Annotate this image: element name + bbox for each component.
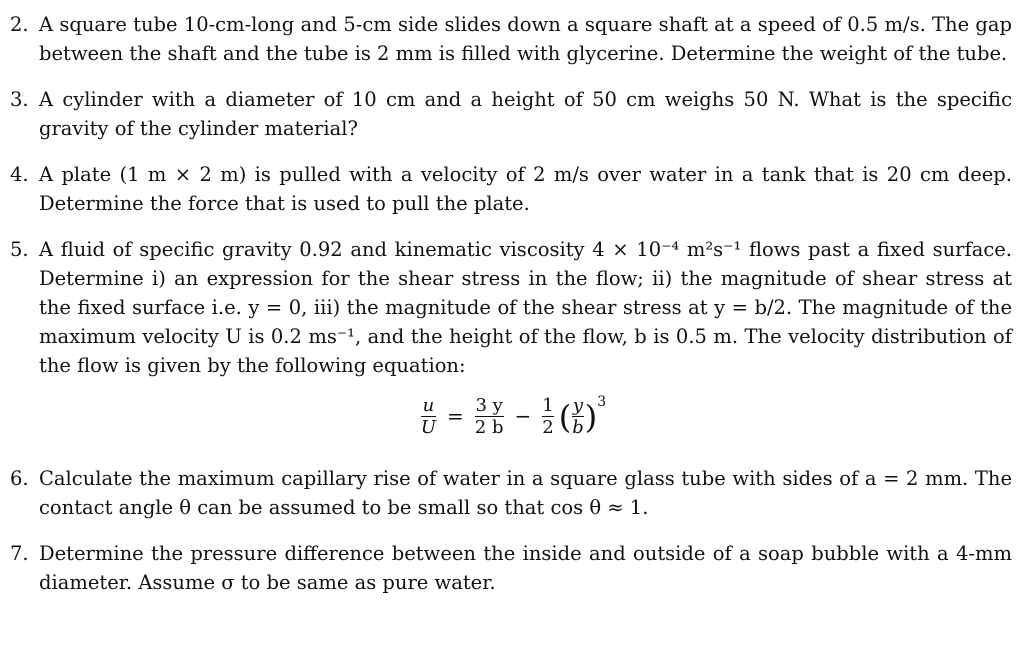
term1-fraction xyxy=(475,395,504,438)
paren-close: ) xyxy=(584,398,598,436)
equals-sign: = xyxy=(447,404,464,428)
term1-numerator: 3 y xyxy=(475,394,503,416)
term2-fraction xyxy=(542,395,553,438)
term2-denominator: 2 xyxy=(542,416,554,438)
problem-number: 5. xyxy=(10,238,29,261)
term2-numerator: 1 xyxy=(542,394,554,416)
problem-number: 4. xyxy=(10,163,29,186)
problem-6 xyxy=(10,464,1012,522)
problem-number: 2. xyxy=(10,13,29,36)
problem-7 xyxy=(10,539,1012,597)
velocity-distribution-equation xyxy=(10,386,1012,446)
lhs-fraction xyxy=(421,395,436,438)
problem-text: Calculate the maximum capillary rise of water in a square glass tube with sides of a = 2 mm. The contact angle θ can be assumed to be small so that cos θ ≈ 1. xyxy=(39,467,1012,519)
problem-4 xyxy=(10,160,1012,218)
problem-number: 7. xyxy=(10,542,29,565)
minus-sign: − xyxy=(514,404,532,428)
problem-text: Determine the pressure difference between the inside and outside of a soap bubble with a 4-mm diameter. Assume σ to be same as pure water. xyxy=(39,542,1012,594)
problem-number: 6. xyxy=(10,467,29,490)
lhs-denominator: U xyxy=(420,416,437,438)
lhs-numerator: u xyxy=(422,394,435,416)
problem-text: A square tube 10-cm-long and 5-cm side slides down a square shaft at a speed of 0.5 m/s. The gap between the shaft and the tube is 2 mm is filled with glycerine. Determine the weight of the tube. xyxy=(39,13,1012,65)
paren-open: ( xyxy=(558,398,572,436)
inner-denominator: b xyxy=(572,416,584,438)
problem-2 xyxy=(10,10,1012,68)
problem-3 xyxy=(10,85,1012,143)
problem-text: A plate (1 m × 2 m) is pulled with a velocity of 2 m/s over water in a tank that is 20 cm deep. Determine the force that is used to pull the plate. xyxy=(39,163,1012,215)
inner-fraction xyxy=(572,395,584,438)
exponent: 3 xyxy=(597,394,607,410)
problem-text: A fluid of specific gravity 0.92 and kinematic viscosity 4 × 10⁻⁴ m²s⁻¹ flows past a fixed surface. Determine i) an expression for the shear stress in the flow; ii) the magnitude of shear stress at the fixed surface i.e. y = 0, iii) the magnitude of the shear stress at y = b/2. The magnitude of the maximum velocity U is 0.2 ms⁻¹, and the height of the flow, b is 0.5 m. The velocity distribution of the flow is given by the following equation: xyxy=(39,238,1012,377)
inner-numerator: y xyxy=(572,394,584,416)
term1-denominator: 2 b xyxy=(474,416,504,438)
problem-text: A cylinder with a diameter of 10 cm and a height of 50 cm weighs 50 N. What is the specific gravity of the cylinder material? xyxy=(39,88,1012,140)
problem-sheet xyxy=(10,10,1012,614)
problem-5 xyxy=(10,235,1012,380)
problem-number: 3. xyxy=(10,88,29,111)
